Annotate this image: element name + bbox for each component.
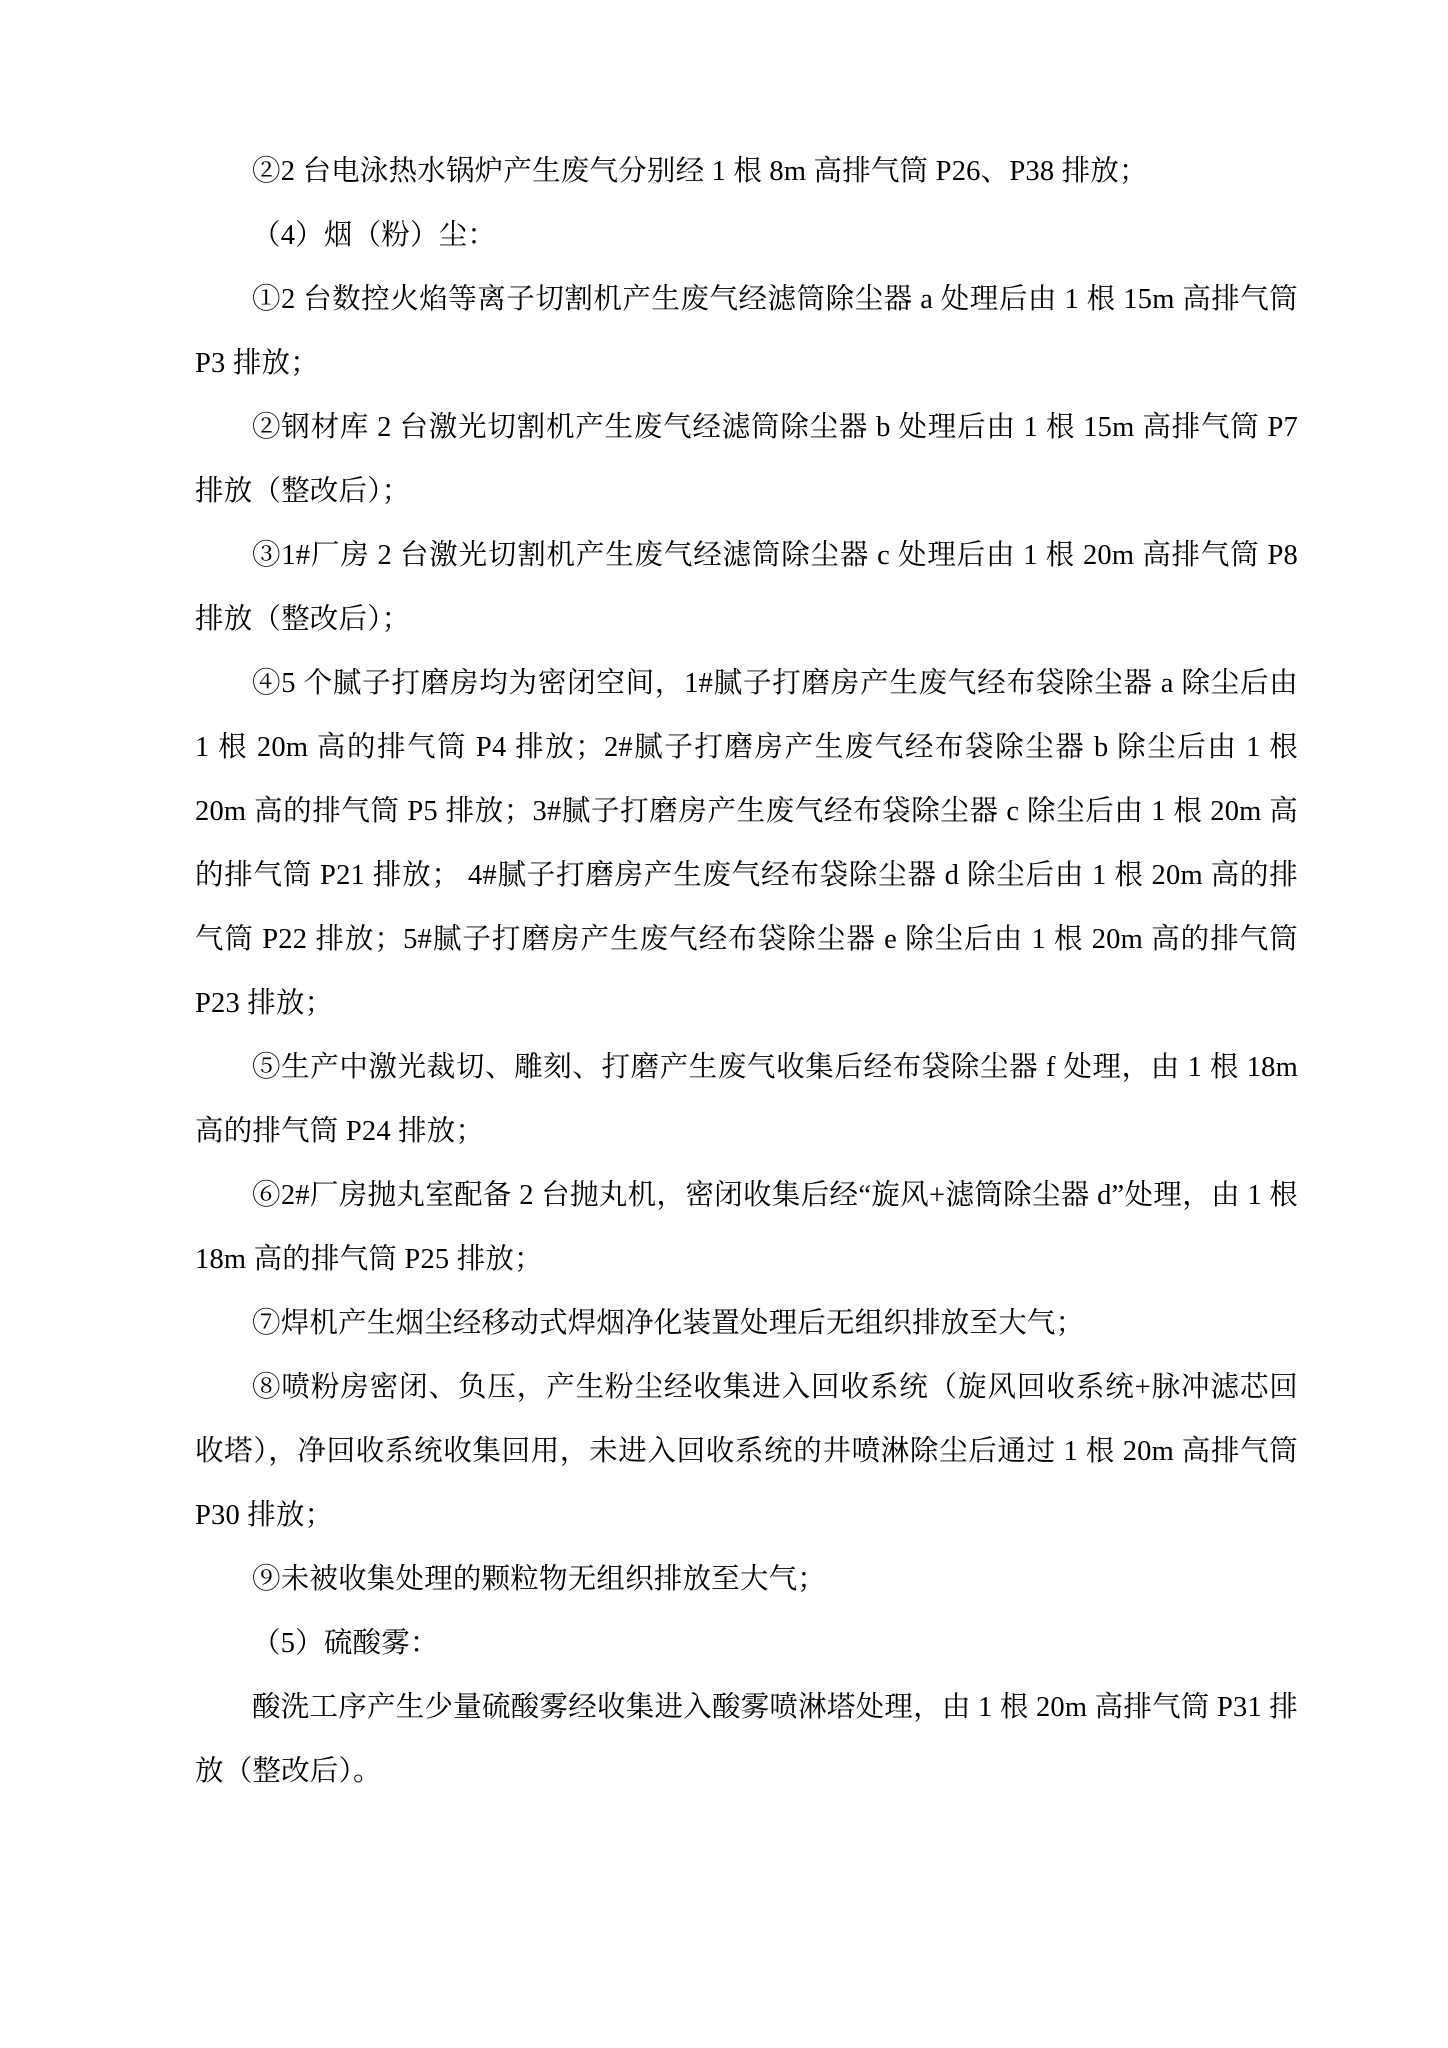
paragraph-2: （4）烟（粉）尘： [252, 220, 497, 251]
paragraph-1: ②2 台电泳热水锅炉产生废气分别经 1 根 8m 高排气筒 P26、P38 排放； [252, 156, 1148, 187]
paragraph-6: ④5 个腻子打磨房均为密闭空间，1#腻子打磨房产生废气经布袋除尘器 a 除尘后由 1 根 20m 高的排气筒 P4 排放；2#腻子打磨房产生废气经布袋除尘器 b 除尘后由 1 根 20m 高的排气筒 P5 排放；3#腻子打磨房产生废气经布袋除尘器 c 除尘后由 1 根 20m 高的排气筒 P21 排放； 4#腻子打磨房产生废气经布袋除尘器 d 除尘后由 1 根 20m 高的排气筒 P22 排放；5#腻子打磨房产生废气经布袋除尘器 e 除尘后由 1 根 20m 高的排气筒 P23 排放； [195, 668, 1298, 1019]
paragraph-13: 酸洗工序产生少量硫酸雾经收集进入酸雾喷淋塔处理，由 1 根 20m 高排气筒 P31 排放（整改后）。 [195, 1692, 1298, 1787]
paragraph-11: ⑨未被收集处理的颗粒物无组织排放至大气； [252, 1564, 827, 1595]
paragraph-3: ①2 台数控火焰等离子切割机产生废气经滤筒除尘器 a 处理后由 1 根 15m 高排气筒 P3 排放； [195, 284, 1298, 379]
paragraph-7: ⑤生产中激光裁切、雕刻、打磨产生废气收集后经布袋除尘器 f 处理，由 1 根 18m 高的排气筒 P24 排放； [195, 1052, 1298, 1147]
document-body [195, 140, 1298, 1804]
paragraph-10: ⑧喷粉房密闭、负压，产生粉尘经收集进入回收系统（旋风回收系统+脉冲滤芯回收塔），净回收系统收集回用，未进入回收系统的井喷淋除尘后通过 1 根 20m 高排气筒 P30 排放； [195, 1372, 1298, 1531]
paragraph-5: ③1#厂房 2 台激光切割机产生废气经滤筒除尘器 c 处理后由 1 根 20m 高排气筒 P8 排放（整改后）； [195, 540, 1298, 635]
paragraph-9: ⑦焊机产生烟尘经移动式焊烟净化装置处理后无组织排放至大气； [252, 1308, 1085, 1339]
paragraph-12: （5）硫酸雾： [252, 1628, 439, 1659]
paragraph-4: ②钢材库 2 台激光切割机产生废气经滤筒除尘器 b 处理后由 1 根 15m 高排气筒 P7 排放（整改后）； [195, 412, 1298, 507]
paragraph-8: ⑥2#厂房抛丸室配备 2 台抛丸机，密闭收集后经“旋风+滤筒除尘器 d”处理，由 1 根 18m 高的排气筒 P25 排放； [195, 1180, 1298, 1275]
